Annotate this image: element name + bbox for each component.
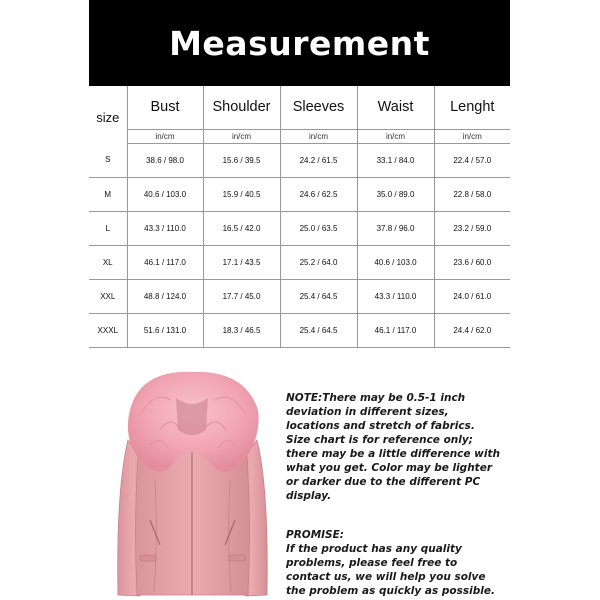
- column-header-sleeves: Sleeves: [280, 86, 357, 129]
- sleeves-cell: 25.4 / 64.5: [280, 313, 357, 347]
- bust-cell: 40.6 / 103.0: [127, 177, 203, 211]
- length-cell: 22.4 / 57.0: [434, 143, 510, 177]
- waist-cell: 40.6 / 103.0: [357, 245, 434, 279]
- shoulder-cell: 18.3 / 46.5: [203, 313, 280, 347]
- table-row: [89, 245, 510, 279]
- table-row: [89, 211, 510, 245]
- column-header-bust: Bust: [127, 86, 203, 129]
- size-cell: XXL: [89, 279, 127, 313]
- bust-cell: 51.6 / 131.0: [127, 313, 203, 347]
- length-cell: 22.8 / 58.0: [434, 177, 510, 211]
- size-cell: S: [89, 143, 127, 177]
- promise-text: If the product has any quality problems, please feel free to contact us, we will help you solve the problem as quickly as possible.: [286, 543, 495, 597]
- title-banner: [89, 0, 510, 86]
- size-cell: XXXL: [89, 313, 127, 347]
- promise-section: [286, 528, 501, 598]
- page-title: Measurement: [169, 23, 430, 63]
- unit-label: in/cm: [127, 129, 203, 143]
- bust-cell: 43.3 / 110.0: [127, 211, 203, 245]
- sleeves-cell: 24.2 / 61.5: [280, 143, 357, 177]
- length-cell: 23.6 / 60.0: [434, 245, 510, 279]
- table-row: [89, 313, 510, 347]
- waist-cell: 43.3 / 110.0: [357, 279, 434, 313]
- bust-cell: 38.6 / 98.0: [127, 143, 203, 177]
- column-header-waist: Waist: [357, 86, 434, 129]
- column-header-shoulder: Shoulder: [203, 86, 280, 129]
- units-spacer: [89, 129, 127, 143]
- sleeves-cell: 24.6 / 62.5: [280, 177, 357, 211]
- length-cell: 23.2 / 59.0: [434, 211, 510, 245]
- note-text: NOTE:There may be 0.5-1 inch deviation in different sizes, locations and stretch of fabrics. Size chart is for reference only; there may be a little difference with what you get. Color may be lighter or darker due to the different PC display.: [286, 392, 500, 502]
- unit-label: in/cm: [203, 129, 280, 143]
- shoulder-cell: 15.9 / 40.5: [203, 177, 280, 211]
- unit-label: in/cm: [357, 129, 434, 143]
- unit-label: in/cm: [434, 129, 510, 143]
- length-cell: 24.0 / 61.0: [434, 279, 510, 313]
- size-column-header: size: [89, 86, 127, 129]
- promise-heading: PROMISE:: [286, 529, 344, 541]
- shoulder-cell: 15.6 / 39.5: [203, 143, 280, 177]
- table-header-row: [89, 86, 510, 129]
- sleeves-cell: 25.4 / 64.5: [280, 279, 357, 313]
- size-cell: L: [89, 211, 127, 245]
- shoulder-cell: 17.1 / 43.5: [203, 245, 280, 279]
- bust-cell: 46.1 / 117.0: [127, 245, 203, 279]
- length-cell: 24.4 / 62.0: [434, 313, 510, 347]
- units-row: [89, 129, 510, 143]
- waist-cell: 33.1 / 84.0: [357, 143, 434, 177]
- sleeves-cell: 25.2 / 64.0: [280, 245, 357, 279]
- table-row: [89, 177, 510, 211]
- table-row: [89, 279, 510, 313]
- shoulder-cell: 17.7 / 45.0: [203, 279, 280, 313]
- jacket-product-image: [110, 370, 275, 600]
- unit-label: in/cm: [280, 129, 357, 143]
- size-cell: XL: [89, 245, 127, 279]
- waist-cell: 46.1 / 117.0: [357, 313, 434, 347]
- table-row: [89, 143, 510, 177]
- size-chart-table: [89, 86, 510, 348]
- bust-cell: 48.8 / 124.0: [127, 279, 203, 313]
- column-header-length: Lenght: [434, 86, 510, 129]
- shoulder-cell: 16.5 / 42.0: [203, 211, 280, 245]
- waist-cell: 35.0 / 89.0: [357, 177, 434, 211]
- sleeves-cell: 25.0 / 63.5: [280, 211, 357, 245]
- size-cell: M: [89, 177, 127, 211]
- waist-cell: 37.8 / 96.0: [357, 211, 434, 245]
